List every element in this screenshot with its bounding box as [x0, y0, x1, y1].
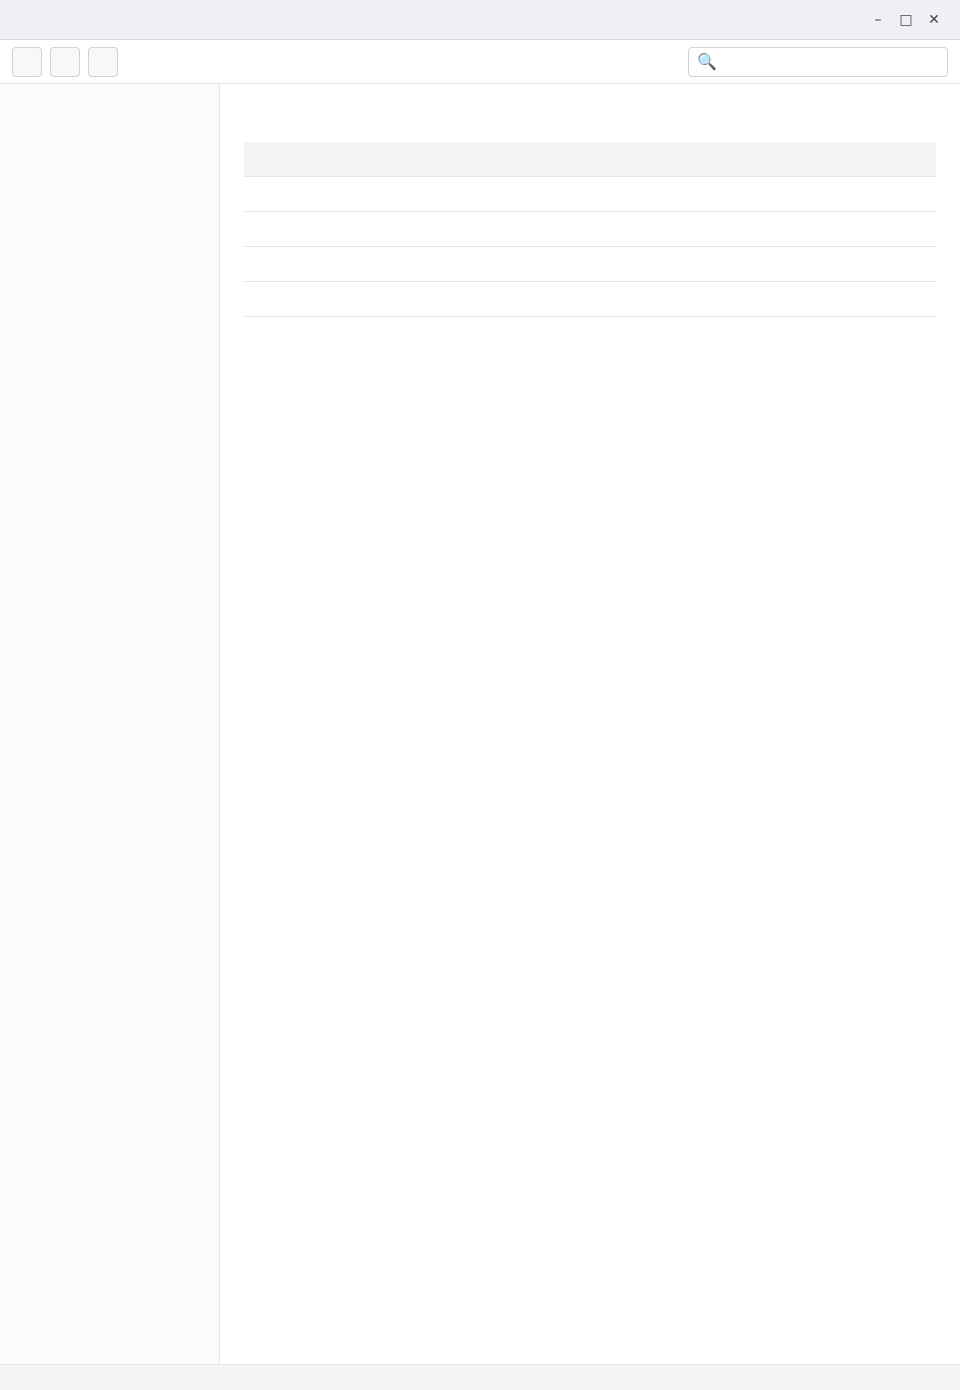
table-cell	[244, 177, 475, 212]
close-icon[interactable]: ✕	[920, 8, 948, 32]
page-title	[244, 104, 936, 128]
search-icon: 🔍	[697, 53, 717, 71]
table-cell	[475, 212, 706, 247]
table-row[interactable]	[244, 212, 936, 247]
column-header[interactable]	[475, 142, 706, 177]
table-row[interactable]	[244, 177, 936, 212]
sidebar-item[interactable]	[0, 196, 219, 230]
main-panel	[220, 84, 960, 1364]
table-cell	[475, 247, 706, 282]
sidebar-item[interactable]	[0, 94, 219, 128]
table-cell	[244, 282, 475, 317]
sidebar-item[interactable]	[0, 230, 219, 264]
table-cell	[705, 282, 936, 317]
table-cell	[475, 282, 706, 317]
column-header[interactable]	[244, 142, 475, 177]
search-input[interactable]	[723, 53, 939, 70]
content-area	[0, 84, 960, 1364]
table-cell	[705, 177, 936, 212]
status-bar	[0, 1364, 960, 1390]
table-cell	[475, 177, 706, 212]
maximize-icon[interactable]: □	[892, 8, 920, 32]
toolbar-button-2[interactable]	[50, 47, 80, 77]
sidebar	[0, 84, 220, 1364]
table-row[interactable]	[244, 247, 936, 282]
table-cell	[244, 247, 475, 282]
sidebar-item[interactable]	[0, 162, 219, 196]
sidebar-item[interactable]	[0, 128, 219, 162]
table-cell	[244, 212, 475, 247]
toolbar	[0, 40, 960, 84]
table-row[interactable]	[244, 282, 936, 317]
table-cell	[705, 247, 936, 282]
minimize-icon[interactable]: –	[864, 8, 892, 32]
data-table	[244, 142, 936, 317]
toolbar-button-1[interactable]	[12, 47, 42, 77]
search-box	[688, 47, 948, 77]
table-header-row	[244, 142, 936, 177]
title-bar	[0, 0, 960, 40]
toolbar-button-3[interactable]	[88, 47, 118, 77]
table-cell	[705, 212, 936, 247]
column-header[interactable]	[705, 142, 936, 177]
